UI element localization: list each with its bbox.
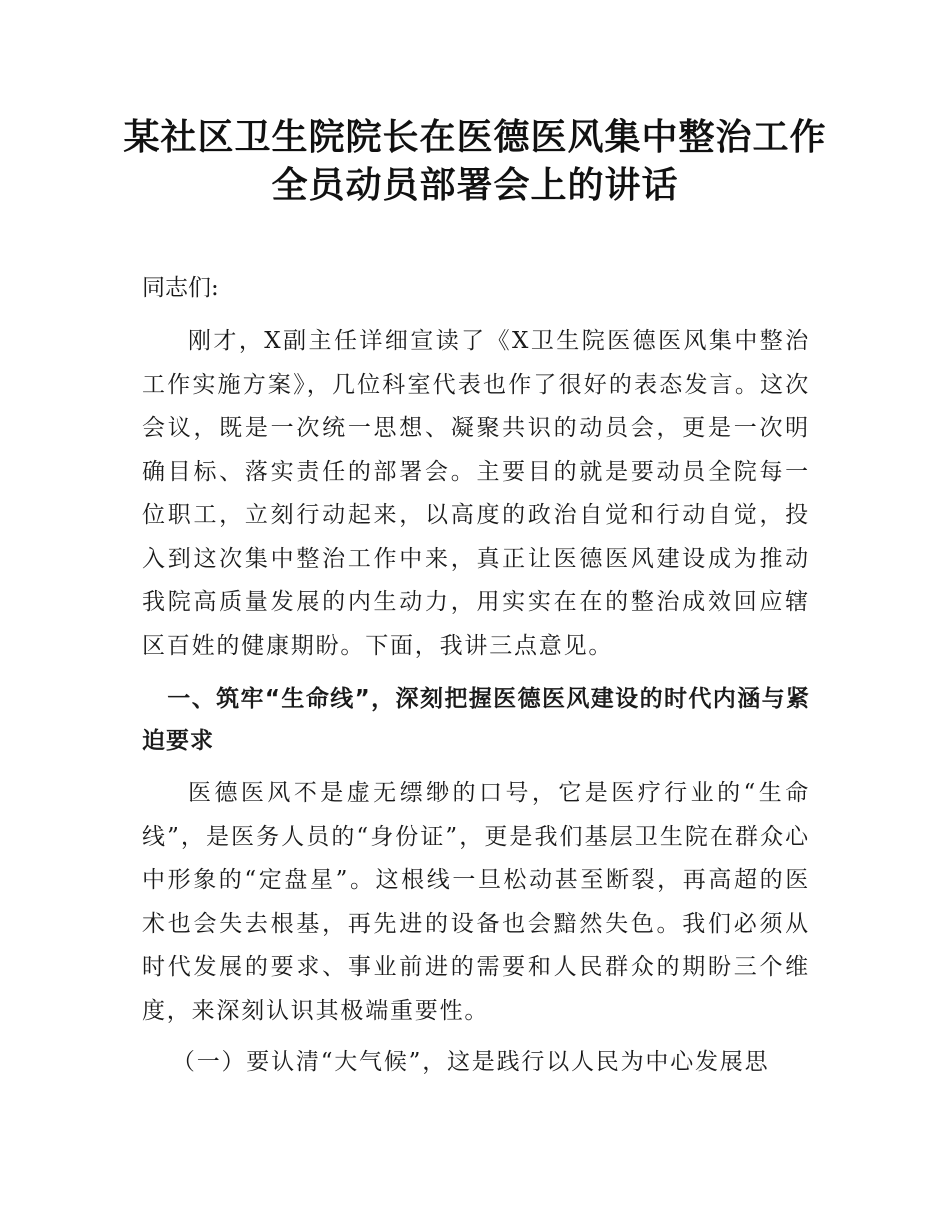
subheading-1: （一）要认清“大气候”，这是践行以人民为中心发展思 xyxy=(171,1049,770,1075)
paragraph-opening: 刚才，X副主任详细宣读了《X卫生院医德医风集中整治工作实施方案》，几位科室代表也作了很好的表态发言。这次会议，既是一次统一思想、凝聚共识的动员会，更是一次明确目标、落实责任的部署会。主要目的就是要动员全院每一位职工，立刻行动起来，以高度的政治自觉和行动自觉，投入到这次集中整治工作中来，真正让医德医风建设成为推动我院高质量发展的内生动力，用实实在在的整治成效回应辖区百姓的健康期盼。下面，我讲三点意见。 xyxy=(142,328,810,659)
salutation: 同志们: xyxy=(142,275,219,301)
document-title-line-2: 全员动员部署会上的讲话 xyxy=(271,164,679,206)
section-heading-1: 一、筑牢“生命线”，深刻把握医德医风建设的时代内涵与紧迫要求 xyxy=(142,686,810,754)
paragraph-section-1: 医德医风不是虚无缥缈的口号，它是医疗行业的“生命线”，是医务人员的“身份证”，更是我们基层卫生院在群众心中形象的“定盘星”。这根线一旦松动甚至断裂，再高超的医术也会失去根基，再先进的设备也会黯然失色。我们必须从时代发展的要求、事业前进的需要和人民群众的期盼三个维度，来深刻认识其极端重要性。 xyxy=(142,780,810,1024)
document-title-line-1: 某社区卫生院院长在医德医风集中整治工作 xyxy=(123,116,827,158)
